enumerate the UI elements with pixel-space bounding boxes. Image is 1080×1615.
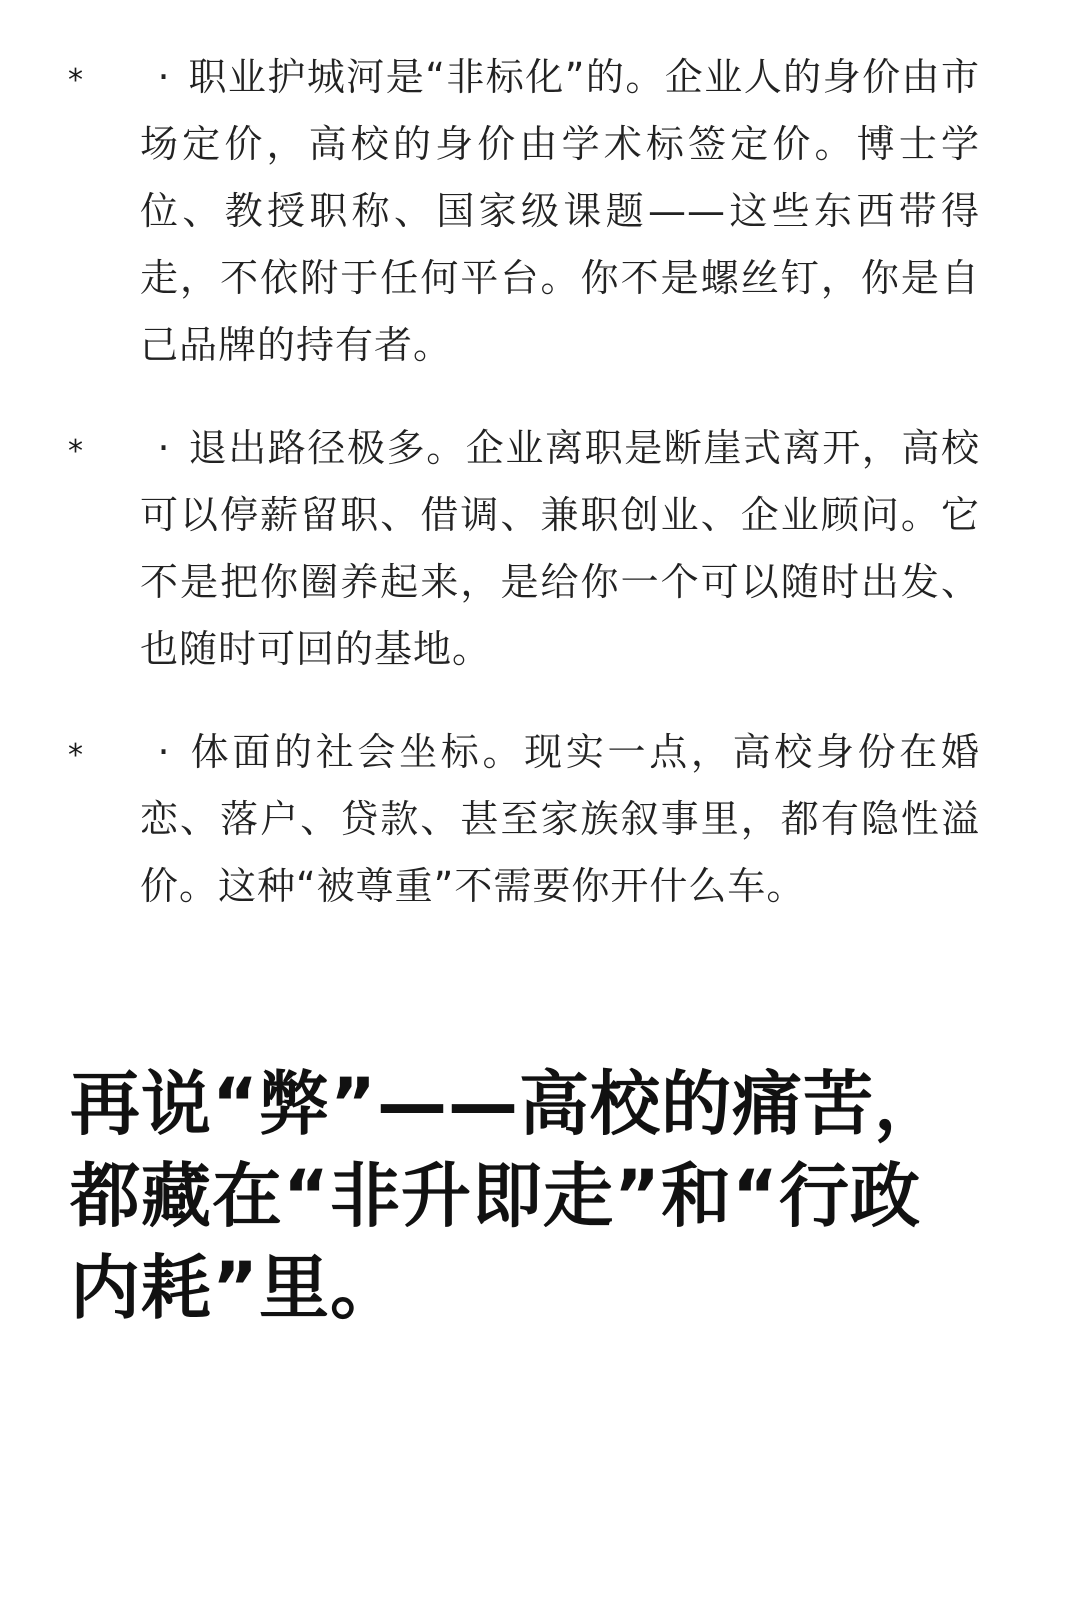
list-item	[0, 44, 1080, 379]
bullet-content: 退出路径极多。企业离职是断崖式离开，高校可以停薪留职、借调、兼职创业、企业顾问。它不是把你圈养起来，是给你一个可以随时出发、也随时可回的基地。	[140, 426, 980, 671]
bullet-text	[140, 415, 980, 683]
bullet-dot: ·	[157, 55, 171, 99]
bullet-marker: *	[68, 434, 83, 469]
bullet-content: 职业护城河是“非标化”的。企业人的身价由市场定价，高校的身价由学术标签定价。博士学位、教授职称、国家级课题——这些东西带得走，不依附于任何平台。你不是螺丝钉，你是自己品牌的持有者。	[140, 55, 980, 367]
bullet-text	[140, 719, 980, 920]
list-item	[0, 415, 1080, 683]
bullet-list	[0, 44, 1080, 956]
bullet-text	[140, 44, 980, 379]
bullet-content: 体面的社会坐标。现实一点，高校身份在婚恋、落户、贷款、甚至家族叙事里，都有隐性溢价。这种“被尊重”不需要你开什么车。	[140, 730, 980, 908]
section-heading: 再说“弊”——高校的痛苦，都藏在“非升即走”和“行政内耗”里。	[70, 1063, 946, 1329]
list-item	[0, 719, 1080, 920]
bullet-dot: ·	[157, 730, 171, 774]
bullet-marker: *	[68, 63, 83, 98]
bullet-marker: *	[68, 738, 83, 773]
bullet-dot: ·	[157, 426, 171, 470]
